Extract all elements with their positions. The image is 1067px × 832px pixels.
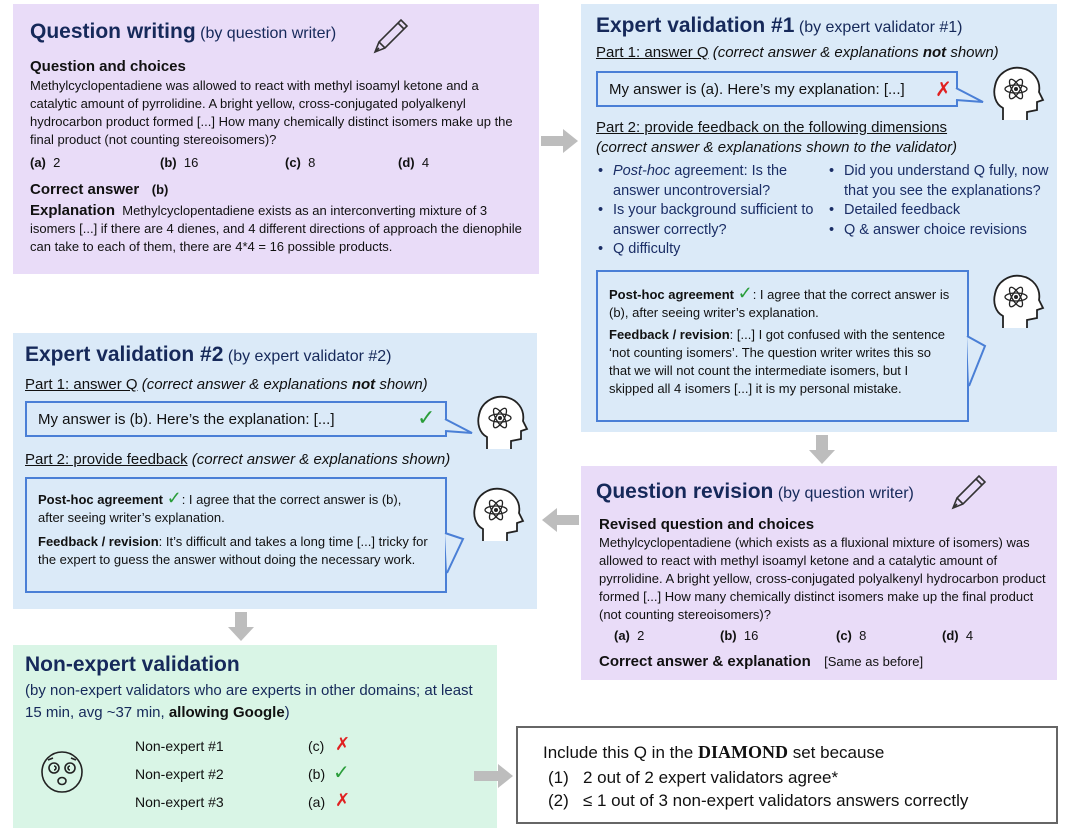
expert1-answer-text: My answer is (a). Here’s my explanation: [...] bbox=[609, 81, 905, 98]
choice-value: 2 bbox=[637, 628, 645, 643]
choice-value: 16 bbox=[183, 155, 199, 170]
allowing-google: allowing Google bbox=[168, 704, 285, 721]
agreement-label: Post-hoc agreement bbox=[609, 287, 734, 302]
choice-label: (c) bbox=[285, 155, 301, 170]
speech-tail bbox=[965, 332, 995, 392]
dimension-text: Q & answer choice revisions bbox=[844, 221, 1027, 238]
agreement-label: Post-hoc agreement bbox=[38, 492, 163, 507]
question-heading: Question and choices bbox=[30, 58, 186, 75]
expert1-part1-note: (correct answer & explanations bbox=[712, 44, 923, 61]
correct-answer-value: (b) bbox=[151, 182, 169, 197]
expert2-part1-label: Part 1: answer Q bbox=[25, 376, 138, 393]
dimension-text: agreement: Is the answer uncontroversial? bbox=[613, 163, 788, 199]
check-icon: ✓ bbox=[166, 488, 182, 508]
reason-number: (2) bbox=[548, 791, 569, 810]
expert2-part1 bbox=[25, 376, 428, 393]
speech-tail bbox=[955, 86, 985, 112]
dimension-item: • Post-hoc agreement: Is the answer uncontroversial? bbox=[598, 163, 788, 199]
expert2-header bbox=[25, 343, 392, 367]
choice-label: (d) bbox=[942, 628, 959, 643]
reason-text: ≤ 1 out of 3 non-expert validators answers correctly bbox=[582, 791, 969, 810]
expert2-part2-label: Part 2: provide feedback bbox=[25, 451, 188, 468]
expert2-part2 bbox=[25, 451, 450, 468]
expert2-answer-text: My answer is (b). Here’s the explanation: [...] bbox=[38, 411, 335, 428]
revision-text: : It’s difficult and takes a long time [...] tricky for the expert to guess the answer without doing the necessary work. bbox=[38, 534, 428, 567]
correct-answer-label: Correct answer bbox=[30, 181, 140, 198]
expert1-part2-label: Part 2: provide feedback on the following dimensions bbox=[596, 119, 948, 136]
expert2-feedback-bubble bbox=[25, 477, 447, 593]
diamond-intro-text: Include this Q in the bbox=[543, 743, 698, 762]
revised-correct-label: Correct answer & explanation bbox=[599, 653, 811, 670]
expert2-part1-not: not bbox=[351, 376, 376, 393]
diamond-set-name: DIAMOND bbox=[697, 742, 788, 762]
choice-value: 8 bbox=[859, 628, 867, 643]
dimension-item: • Detailed feedback bbox=[829, 202, 961, 218]
arrow-left-icon bbox=[541, 507, 579, 533]
revision-label: Feedback / revision bbox=[609, 327, 730, 342]
expert1-title: Expert validation #1 bbox=[596, 14, 795, 37]
non-expert-name: Non-expert #1 bbox=[135, 738, 224, 754]
revised-question-text: Methylcyclopentadiene (which exists as a fluxional mixture of isomers) was allowed to react with methyl isoamyl ketone and a catalytic amount of pyrrolidine. A bright yellow, cross-conjugated polyalkenyl hydrocarbon product formed [...] How many chemically distinct isomers make up the final product (not counting stereoisomers)? bbox=[599, 535, 1046, 622]
expert2-agreement bbox=[38, 489, 430, 527]
expert1-subtitle: (by expert validator #1) bbox=[798, 19, 963, 36]
diamond-intro-end: set because bbox=[787, 743, 885, 762]
expert2-part1-note: (correct answer & explanations bbox=[141, 376, 352, 393]
non-expert-answer: (b) bbox=[308, 766, 326, 782]
expert1-part1-not: not bbox=[922, 44, 947, 61]
explanation-label: Explanation bbox=[30, 202, 116, 219]
question-writing-panel bbox=[13, 4, 539, 274]
expert1-part2-note: (correct answer & explanations shown to the validator) bbox=[596, 139, 958, 156]
check-icon: ✓ bbox=[333, 762, 350, 784]
expert1-revision bbox=[609, 326, 954, 398]
correct-answer bbox=[30, 181, 168, 198]
non-expert-description bbox=[25, 680, 493, 724]
revision-label: Feedback / revision bbox=[38, 534, 159, 549]
choice-value: 4 bbox=[421, 155, 430, 170]
revised-question-heading: Revised question and choices bbox=[599, 516, 815, 533]
diamond-decision-box bbox=[516, 726, 1058, 824]
non-expert-name: Non-expert #2 bbox=[135, 766, 224, 782]
reason-text: 2 out of 2 expert validators agree* bbox=[582, 768, 839, 787]
non-expert-answer: (c) bbox=[308, 738, 325, 754]
arrow-right-icon bbox=[541, 128, 579, 154]
expert-validation-2-panel bbox=[13, 333, 537, 609]
pen-icon bbox=[365, 12, 411, 58]
dimension-item: • Did you understand Q fully, now that you see the explanations? bbox=[829, 163, 1049, 199]
dimension-text: Is your background sufficient to answer correctly? bbox=[613, 202, 814, 238]
speech-tail bbox=[444, 417, 474, 443]
cross-icon: ✗ bbox=[335, 734, 351, 754]
choice-value: 16 bbox=[743, 628, 759, 643]
expert2-part1-note-end: shown) bbox=[375, 376, 428, 393]
expert1-header bbox=[596, 14, 963, 38]
expert2-subtitle: (by expert validator #2) bbox=[227, 348, 392, 365]
question-revision-panel bbox=[581, 466, 1057, 680]
dimension-text: Q difficulty bbox=[613, 241, 681, 257]
revision-text: : [...] I got confused with the sentence ‘not counting isomers’. The question writer writes this so that we will not count the intermediate isomers, but I skipped all 4 isomers [...] it is my personal mistake. bbox=[609, 327, 946, 396]
expert2-title: Expert validation #2 bbox=[25, 343, 224, 366]
explanation-text: Methylcyclopentadiene exists as an interconverting mixture of 3 isomers [...] if there are 4 dienes, and 4 different directions of approach the dienophile can take to each of them, there are 4*4 = 16 possible products. bbox=[30, 203, 522, 254]
non-expert-desc-text: (by non-expert validators who are experts in other domains; at least 15 min, avg ~37 min, bbox=[25, 682, 473, 721]
arrow-down-icon bbox=[808, 435, 836, 465]
expert1-part1-label: Part 1: answer Q bbox=[596, 44, 709, 61]
choice-value: 8 bbox=[308, 155, 316, 170]
dimension-emphasis: Post-hoc bbox=[613, 163, 671, 179]
choice-label: (c) bbox=[836, 628, 852, 643]
choice-value: 4 bbox=[965, 628, 974, 643]
expert1-dims-left bbox=[596, 162, 816, 260]
explanation bbox=[30, 202, 525, 256]
non-expert-validation-panel bbox=[13, 645, 497, 828]
revision-subtitle: (by question writer) bbox=[777, 485, 914, 502]
confused-face-icon bbox=[39, 749, 85, 795]
expert1-agreement bbox=[609, 284, 954, 322]
diamond-reason bbox=[548, 789, 968, 812]
expert1-part1 bbox=[596, 44, 999, 61]
question-writing-header bbox=[30, 20, 336, 44]
question-writing-subtitle: (by question writer) bbox=[200, 25, 337, 42]
agreement-text: : I agree that the correct answer is (b), after seeing writer’s explanation. bbox=[609, 287, 950, 320]
dimension-item: • Q & answer choice revisions bbox=[829, 221, 1027, 238]
expert-validation-1-panel bbox=[581, 4, 1057, 432]
revision-title: Question revision bbox=[596, 480, 774, 503]
diamond-reasons bbox=[548, 766, 968, 812]
choice-label: (d) bbox=[398, 155, 415, 170]
pen-icon bbox=[943, 468, 989, 514]
non-expert-row bbox=[135, 734, 365, 766]
non-expert-title: Non-expert validation bbox=[25, 653, 240, 676]
revised-correct-answer bbox=[599, 653, 923, 671]
expert2-revision bbox=[38, 533, 430, 569]
choices-row bbox=[30, 155, 530, 175]
dimension-text: Did you understand Q fully, now that you see the explanations? bbox=[844, 163, 1049, 199]
expert1-part1-note-end: shown) bbox=[946, 44, 999, 61]
expert-head-icon bbox=[989, 272, 1045, 330]
expert-head-icon bbox=[473, 393, 529, 451]
diamond-reason bbox=[548, 766, 968, 789]
non-expert-row bbox=[135, 762, 365, 794]
arrow-down-icon bbox=[227, 612, 255, 642]
cross-icon: ✗ bbox=[935, 79, 952, 101]
check-icon: ✓ bbox=[737, 283, 753, 303]
choice-label: (a) bbox=[30, 155, 46, 170]
reason-number: (1) bbox=[548, 768, 569, 787]
choice-label: (b) bbox=[160, 155, 177, 170]
cross-icon: ✗ bbox=[335, 790, 351, 810]
check-icon: ✓ bbox=[417, 405, 436, 430]
diamond-intro bbox=[543, 742, 884, 763]
non-expert-desc-end: ) bbox=[284, 704, 290, 721]
choice-label: (a) bbox=[614, 628, 630, 643]
dimension-item: • Is your background sufficient to answer correctly? bbox=[598, 202, 814, 238]
non-expert-row bbox=[135, 790, 365, 822]
choice-value: 2 bbox=[53, 155, 61, 170]
dimension-item: • Q difficulty bbox=[598, 241, 681, 257]
question-writing-title: Question writing bbox=[30, 20, 196, 43]
non-expert-answer: (a) bbox=[308, 794, 326, 810]
question-text: Methylcyclopentadiene was allowed to react with methyl isoamyl ketone and a catalytic amount of pyrrolidine. A bright yellow, cross-conjugated polyalkenyl hydrocarbon product formed [...] How many chemically distinct isomers make up the final product (not counting stereoisomers)? bbox=[30, 78, 513, 147]
expert1-feedback-bubble bbox=[596, 270, 969, 422]
dimension-text: Detailed feedback bbox=[844, 202, 961, 218]
expert-head-icon bbox=[989, 64, 1045, 122]
expert2-part2-note: (correct answer & explanations shown) bbox=[191, 451, 451, 468]
expert1-answer-bubble bbox=[596, 71, 958, 107]
expert1-part2 bbox=[596, 118, 957, 158]
revision-header bbox=[596, 480, 914, 504]
non-expert-name: Non-expert #3 bbox=[135, 794, 224, 810]
expert-head-icon bbox=[469, 485, 525, 543]
expert1-dims-right bbox=[827, 162, 1049, 240]
arrow-right-icon bbox=[474, 763, 514, 789]
choice-label: (b) bbox=[720, 628, 737, 643]
revised-correct-value: [Same as before] bbox=[824, 654, 924, 669]
non-expert-rows bbox=[135, 734, 365, 822]
agreement-text: : I agree that the correct answer is (b), after seeing writer’s explanation. bbox=[38, 492, 402, 525]
revised-choices-row bbox=[614, 628, 1044, 648]
expert2-answer-bubble bbox=[25, 401, 447, 437]
